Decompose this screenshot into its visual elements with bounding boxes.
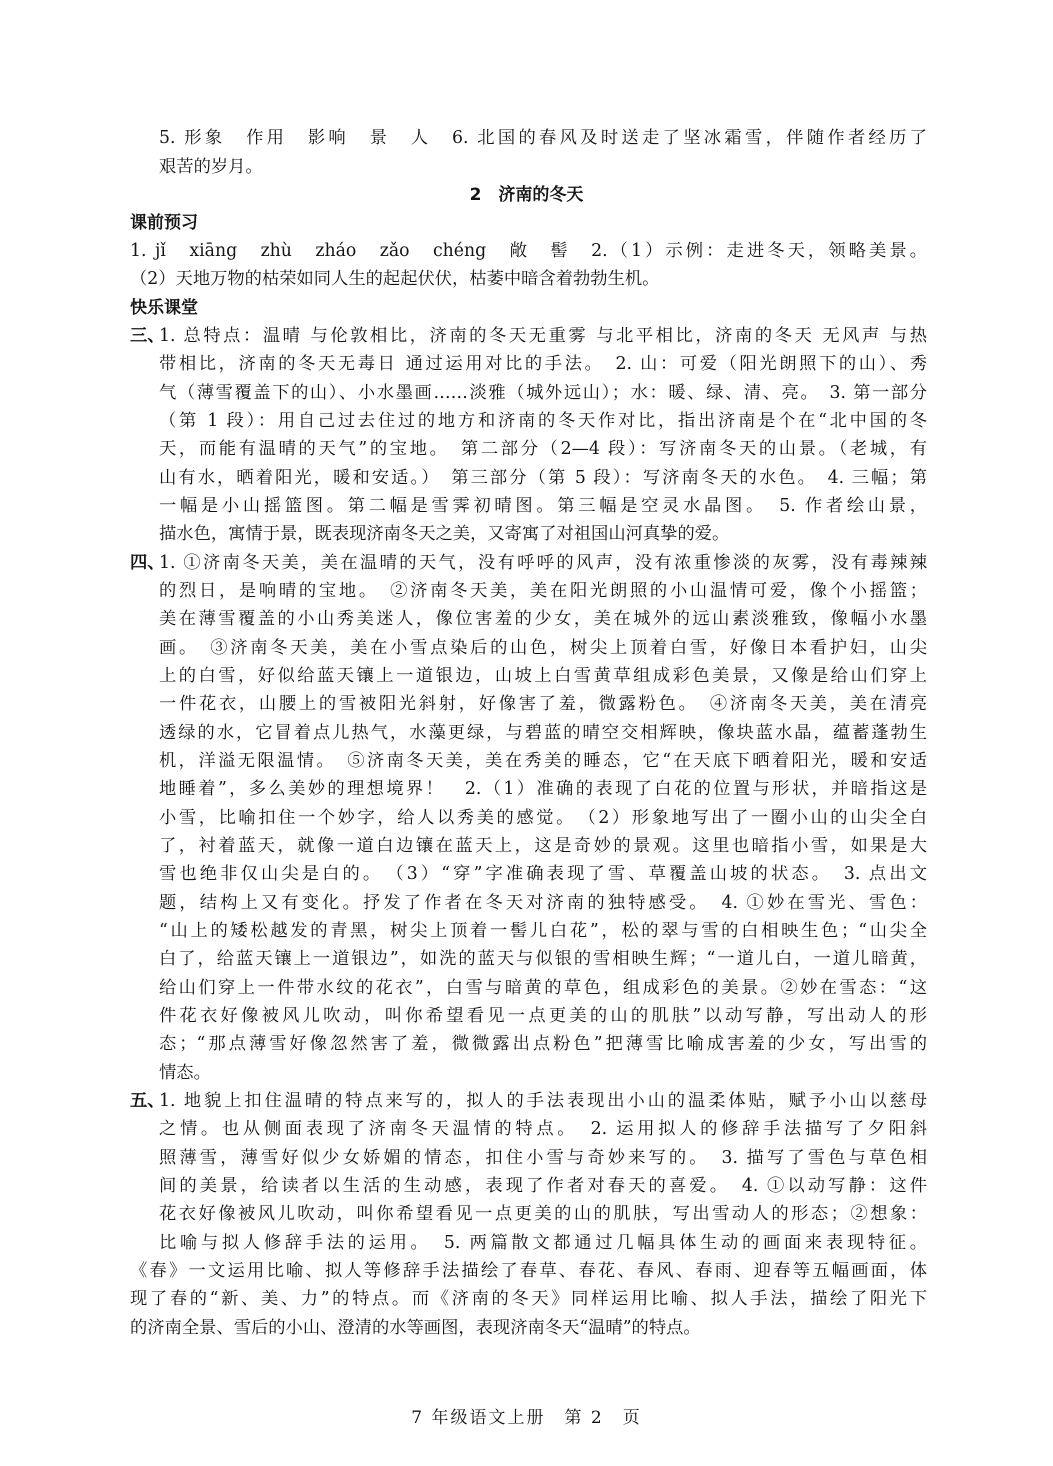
q4-line: “山上的矮松越发的青黑，树尖上顶着一髻儿白花”，松的翠与雪的白相映生色；“山尖全 <box>159 921 927 941</box>
q5-line: 现了春的“新、美、力”的特点。而《济南的冬天》同样运用比喻、拟人手法，描绘了阳光下 <box>130 1289 927 1309</box>
section-heading-classroom: 快乐课堂 <box>130 298 198 318</box>
q4-line: 了，衬着蓝天，就像一道白边镶在蓝天上，这是奇妙的景观。这里也暗指小雪，如果是大 <box>159 836 927 856</box>
q5-line: 之情。也从侧面表现了济南冬天温情的特点。 2. 运用拟人的修辞手法描写了夕阳斜 <box>159 1119 927 1139</box>
q4-line: 的烈日，是响晴的宝地。 ②济南冬天美，美在阳光朗照的小山温情可爱，像个小摇篮； <box>159 581 927 601</box>
q3-line: （第 1 段）：用自己过去住过的地方和济南的冬天作对比，指出济南是个在“北中国的冬 <box>159 411 927 431</box>
preview-line-2: （2）天地万物的枯荣如同人生的起起伏伏，枯萎中暗含着勃勃生机。 <box>130 269 660 289</box>
question-marker-4: 四、 <box>130 553 165 573</box>
q5-line: 的济南全景、雪后的小山、澄清的水等画图，表现济南冬天“温晴”的特点。 <box>130 1318 701 1338</box>
q4-line: 地睡着”，多么美妙的理想境界！ 2.（1）准确的表现了白花的位置与形状，并暗指这是 <box>159 779 927 799</box>
q3-line: 1. 总特点：温晴 与伦敦相比，济南的冬天无重雾 与北平相比，济南的冬天 无风声 与热 <box>159 326 927 346</box>
q4-line: 题，结构上又有变化。抒发了作者在冬天对济南的独特感受。 4. ①妙在雪光、雪色： <box>159 893 927 913</box>
section-heading-preview: 课前预习 <box>130 213 198 233</box>
q4-line: 1. ①济南冬天美，美在温晴的天气，没有呼呼的风声，没有浓重惨淡的灰雾，没有毒辣辣 <box>159 553 927 573</box>
question-marker-5: 五、 <box>130 1091 165 1111</box>
q3-line: 天，而能有温晴的天气”的宝地。 第二部分（2—4 段）：写济南冬天的山景。（老城，有 <box>159 439 927 459</box>
page-footer: 7 年级语文上册 第 2 页 <box>411 1408 642 1428</box>
q3-line: 描水色，寓情于景，既表现济南冬天之美，又寄寓了对祖国山河真挚的爱。 <box>159 524 730 544</box>
q3-line: 山有水，晒着阳光，暖和安适。） 第三部分（第 5 段）：写济南冬天的水色。 4. 三幅；第 <box>159 468 927 488</box>
q5-line: 间的美景，给读者以生活的生动感，表现了作者对春天的喜爱。 4. ①以动写静：这件 <box>159 1176 927 1196</box>
q5-line: 比喻与拟人修辞手法的运用。 5. 两篇散文都通过几幅具体生动的画面来表现特征。 <box>159 1233 927 1253</box>
q4-line: 上的白雪，好似给蓝天镶上一道银边，山坡上白雪黄草组成彩色美景，又像是给山们穿上 <box>159 666 927 686</box>
q4-line: 雪也绝非仅山尖是白的。 （3）“穿”字准确表现了雪、草覆盖山坡的状态。 3. 点出文 <box>159 864 927 884</box>
q5-line: 1. 地貌上扣住温晴的特点来写的，拟人的手法表现出小山的温柔体贴，赋予小山以慈母 <box>159 1091 927 1111</box>
q4-line: 给山们穿上一件带水纹的花衣”，白雪与暗黄的草色，组成彩色的美景。②妙在雪态：“这 <box>159 978 927 998</box>
q4-line: 画。 ③济南冬天美，美在小雪点染后的山色，树尖上顶着白雪，好像日本看护妇，山尖 <box>159 638 927 658</box>
q4-line: 情态。 <box>159 1063 211 1083</box>
q3-line: 一幅是小山摇篮图。第二幅是雪霁初晴图。第三幅是空灵水晶图。 5. 作者绘山景， <box>159 496 927 516</box>
lesson-title: 2 济南的冬天 <box>469 185 584 205</box>
preview-line-1: 1. jǐ xiāng zhù zháo zǎo chéng 敞 髻 2.（1）示例：走进冬天，领略美景。 <box>130 241 927 261</box>
q4-line: 件花衣好像被风儿吹动，叫你希望看见一点更美的山的肌肤”以动写静，写出动人的形 <box>159 1006 927 1026</box>
q5-line: 《春》一文运用比喻、拟人等修辞手法描绘了春草、春花、春风、春雨、迎春等五幅画面，体 <box>130 1261 927 1281</box>
q4-line: 美在薄雪覆盖的小山秀美迷人，像位害羞的少女，美在城外的远山素淡雅致，像幅小水墨 <box>159 609 927 629</box>
question-marker-3: 三、 <box>130 326 165 346</box>
q5-line: 花衣好像被风儿吹动，叫你希望看见一点更美的山的肌肤，写出雪动人的形态；②想象： <box>159 1204 927 1224</box>
q3-line: 带相比，济南的冬天无毒日 通过运用对比的手法。 2. 山：可爱（阳光朗照下的山）、秀 <box>159 354 927 374</box>
q4-line: 态；“那点薄雪好像忽然害了羞，微微露出点粉色”把薄雪比喻成害羞的少女，写出雪的 <box>159 1034 927 1054</box>
q4-line: 机，洋溢无限温情。 ⑤济南冬天美，美在秀美的睡态，它“在天底下晒着阳光，暖和安适 <box>159 751 927 771</box>
q4-line: 白了，给蓝天镶上一道银边”，如洗的蓝天与似银的雪相映生辉；“一道儿白，一道儿暗黄， <box>159 949 927 969</box>
q4-line: 小雪，比喻扣住一个妙字，给人以秀美的感觉。 （2）形象地写出了一圈小山的山尖全白 <box>159 808 927 828</box>
q4-line: 一件花衣，山腰上的雪被阳光斜射，好像害了羞，微露粉色。 ④济南冬天美，美在清亮 <box>159 694 927 714</box>
intro-line-2: 艰苦的岁月。 <box>159 157 263 177</box>
q3-line: 气（薄雪覆盖下的山）、小水墨画……淡雅（城外远山）；水：暖、绿、清、亮。 3. 第一部分 <box>159 383 927 403</box>
intro-line-1: 5. 形象 作用 影响 景 人 6. 北国的春风及时送走了坚冰霜雪，伴随作者经历了 <box>159 128 927 148</box>
q4-line: 透绿的水，它冒着点儿热气，水藻更绿，与碧蓝的晴空交相辉映，像块蓝水晶，蕴蓄蓬勃生 <box>159 723 927 743</box>
q5-line: 照薄雪，薄雪好似少女娇媚的情态，扣住小雪与奇妙来写的。 3. 描写了雪色与草色相 <box>159 1148 927 1168</box>
